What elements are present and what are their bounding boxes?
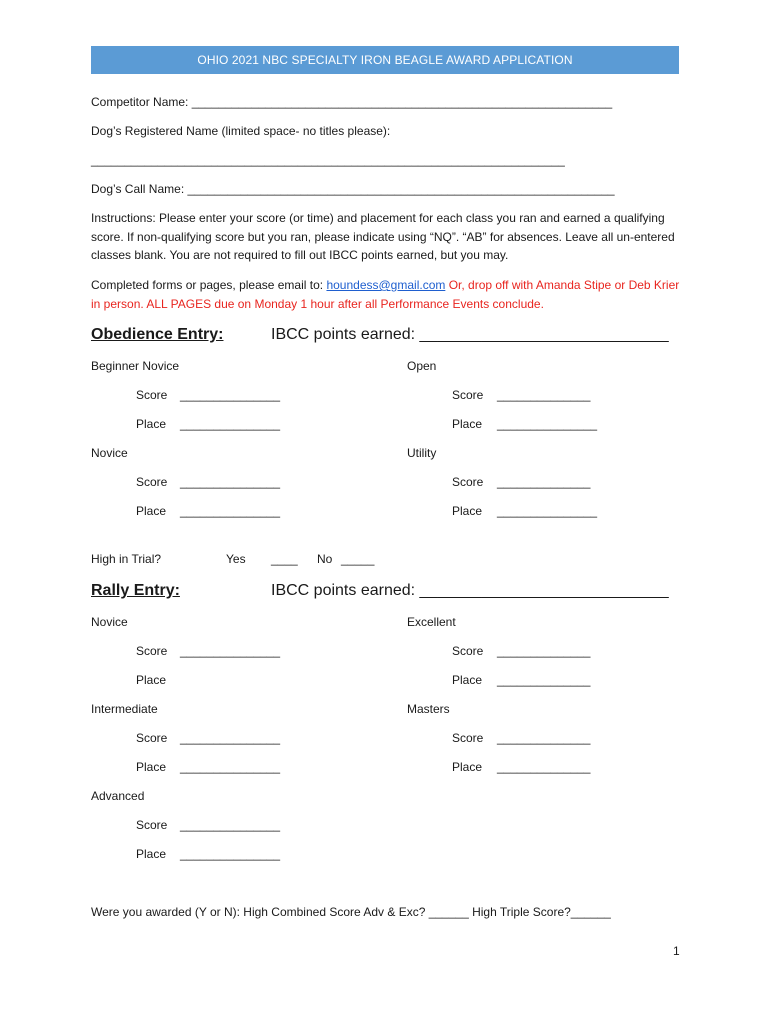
rally-masters-place-label: Place <box>452 760 483 774</box>
obedience-ibcc-points-field[interactable]: IBCC points earned: ____________________________ <box>271 326 669 343</box>
beginner-novice-place-label: Place <box>136 417 167 431</box>
open-place-field[interactable]: _______________ <box>497 417 598 431</box>
beginner-novice-score-field[interactable]: _______________ <box>180 388 281 402</box>
awards-question-field[interactable]: Were you awarded (Y or N): High Combined Score Adv & Exc? ______ High Triple Score?______ <box>91 905 611 919</box>
novice-label: Novice <box>91 446 128 460</box>
dog-call-name-field[interactable]: Dog’s Call Name: ________________________________________________________________ <box>91 182 615 196</box>
rally-intermediate-score-field[interactable]: _______________ <box>180 731 281 745</box>
page-title-banner <box>91 46 679 74</box>
utility-score-field[interactable]: ______________ <box>497 475 591 489</box>
rally-advanced-score-label: Score <box>136 818 168 832</box>
open-place-label: Place <box>452 417 483 431</box>
page-number: 1 <box>673 944 680 958</box>
utility-place-label: Place <box>452 504 483 518</box>
novice-place-field[interactable]: _______________ <box>180 504 281 518</box>
rally-entry-heading: Rally Entry: <box>91 582 180 599</box>
beginner-novice-label: Beginner Novice <box>91 359 180 373</box>
rally-advanced-label: Advanced <box>91 789 145 803</box>
rally-intermediate-label: Intermediate <box>91 702 158 716</box>
novice-score-label: Score <box>136 475 168 489</box>
rally-masters-score-field[interactable]: ______________ <box>497 731 591 745</box>
dog-registered-name-label: Dog’s Registered Name (limited space- no titles please): <box>91 124 391 138</box>
rally-excellent-score-label: Score <box>452 644 484 658</box>
rally-excellent-place-label: Place <box>452 673 483 687</box>
rally-masters-label: Masters <box>407 702 450 716</box>
rally-intermediate-score-label: Score <box>136 731 168 745</box>
beginner-novice-place-field[interactable]: _______________ <box>180 417 281 431</box>
rally-novice-score-field[interactable]: _______________ <box>180 644 281 658</box>
high-in-trial-yes-label: Yes <box>226 552 246 566</box>
novice-place-label: Place <box>136 504 167 518</box>
high-in-trial-no-field[interactable]: _____ <box>341 552 375 566</box>
novice-score-field[interactable]: _______________ <box>180 475 281 489</box>
high-in-trial-no-label: No <box>317 552 333 566</box>
email-notice <box>91 276 681 313</box>
rally-excellent-score-field[interactable]: ______________ <box>497 644 591 658</box>
utility-label: Utility <box>407 446 437 460</box>
open-label: Open <box>407 359 437 373</box>
open-score-label: Score <box>452 388 484 402</box>
open-score-field[interactable]: ______________ <box>497 388 591 402</box>
rally-intermediate-place-label: Place <box>136 760 167 774</box>
competitor-name-field[interactable]: Competitor Name: _______________________________________________________________ <box>91 95 613 109</box>
instructions-text: Instructions: Please enter your score (or time) and placement for each class you ran and earned a qualifying score. If non-qualifying score but you ran, please indicate using “NQ”. “AB” for absences. Leave all un-entered classes blank. You are not required to fill out IBCC points earned, but you may. <box>91 211 675 262</box>
rally-novice-place-label: Place <box>136 673 167 687</box>
utility-place-field[interactable]: _______________ <box>497 504 598 518</box>
rally-ibcc-points-field[interactable]: IBCC points earned: ____________________________ <box>271 582 669 599</box>
rally-advanced-place-field[interactable]: _______________ <box>180 847 281 861</box>
rally-advanced-place-label: Place <box>136 847 167 861</box>
rally-excellent-label: Excellent <box>407 615 456 629</box>
rally-masters-score-label: Score <box>452 731 484 745</box>
email-link[interactable]: houndess@gmail.com <box>326 278 446 292</box>
rally-novice-label: Novice <box>91 615 128 629</box>
high-in-trial-yes-field[interactable]: ____ <box>271 552 298 566</box>
email-notice-suffix: Or, drop off with Amanda Stipe or Deb Krier in person. ALL PAGES due on Monday 1 hour after all Performance Events conclude. <box>91 278 680 311</box>
rally-advanced-score-field[interactable]: _______________ <box>180 818 281 832</box>
rally-excellent-place-field[interactable]: ______________ <box>497 673 591 687</box>
page-title: OHIO 2021 NBC SPECIALTY IRON BEAGLE AWARD APPLICATION <box>197 53 573 67</box>
utility-score-label: Score <box>452 475 484 489</box>
rally-masters-place-field[interactable]: ______________ <box>497 760 591 774</box>
rally-intermediate-place-field[interactable]: _______________ <box>180 760 281 774</box>
obedience-entry-heading: Obedience Entry: <box>91 326 224 343</box>
email-notice-prefix: Completed forms or pages, please email to: <box>91 278 327 292</box>
dog-registered-name-field[interactable]: _______________________________________________________________________ <box>91 153 565 167</box>
rally-novice-score-label: Score <box>136 644 168 658</box>
beginner-novice-score-label: Score <box>136 388 168 402</box>
high-in-trial-label: High in Trial? <box>91 552 162 566</box>
